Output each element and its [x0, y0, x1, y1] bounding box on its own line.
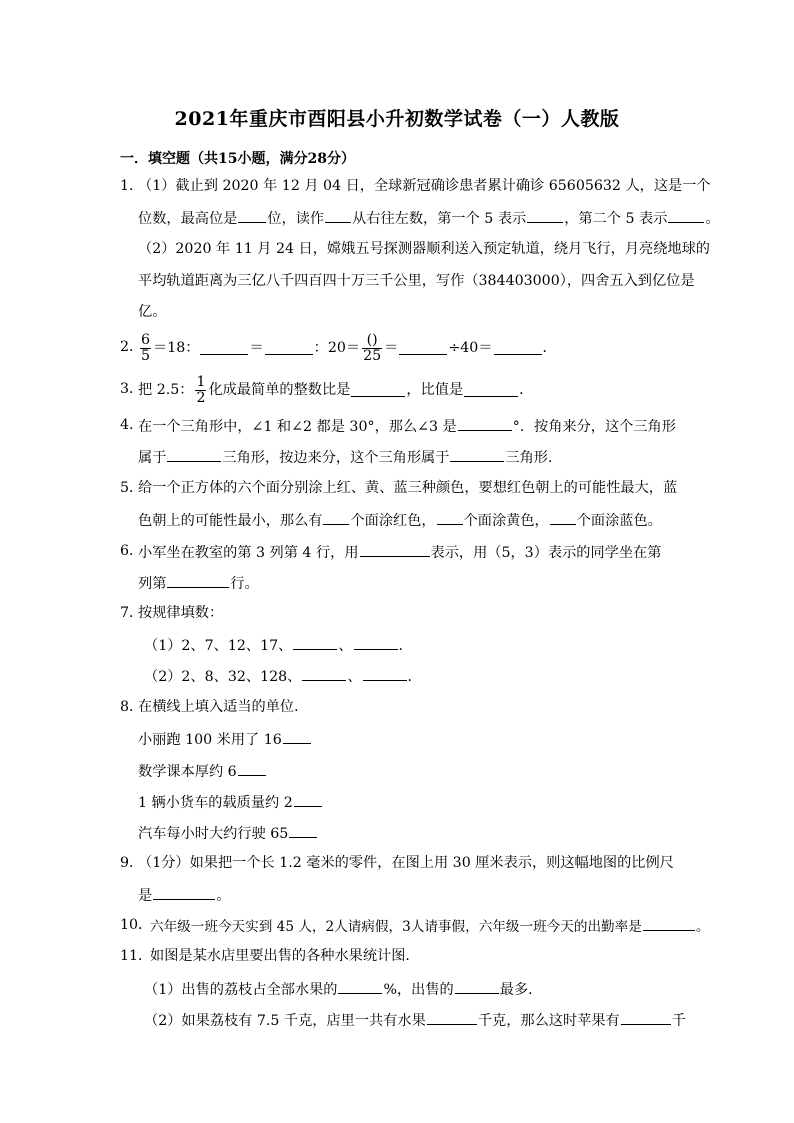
answer-blank[interactable] — [458, 418, 512, 431]
answer-blank[interactable] — [238, 210, 266, 223]
q8-text: 1 辆小货车的载质量约 2 — [138, 795, 293, 811]
question-number: 2． — [120, 339, 144, 355]
q4-text: 属于 — [138, 450, 167, 466]
answer-blank[interactable] — [550, 512, 576, 525]
answer-blank[interactable] — [351, 384, 405, 397]
q4-text: 在一个三角形中，∠1 和∠2 都是 30°，那么∠3 是 — [138, 419, 457, 435]
q4-line-1 — [138, 418, 676, 434]
answer-blank[interactable] — [437, 512, 463, 525]
q11-text: （2）如果荔枝有 7.5 千克，店里一共有水果 — [144, 1013, 426, 1029]
answer-blank[interactable] — [283, 731, 311, 744]
q7-line-3 — [144, 668, 422, 684]
q11-line-3 — [144, 1012, 686, 1028]
q4-text: 三角形，按边来分，这个三角形属于 — [222, 450, 450, 466]
q11-line-2 — [144, 981, 542, 997]
q9-line-2 — [138, 887, 230, 903]
question-number: 10． — [120, 917, 153, 933]
q9-line-1: （1分）如果把一个长 1.2 毫米的零件，在图上用 30 厘米表示，则这幅地图的比例尺 — [138, 855, 674, 871]
q2-text: ÷40＝ — [448, 339, 493, 356]
q7-text: 、 — [338, 638, 353, 654]
answer-blank[interactable] — [643, 918, 695, 931]
answer-blank[interactable] — [621, 1012, 671, 1025]
q5-text: 色朝上的可能性最小，那么有 — [138, 513, 323, 529]
answer-blank[interactable] — [354, 637, 398, 650]
answer-blank[interactable] — [289, 825, 317, 838]
answer-blank[interactable] — [200, 342, 248, 355]
q1-text: ，第二个 5 表示 — [564, 211, 668, 227]
q7-text: （1）2、7、12、17、 — [144, 638, 293, 654]
question-number: 8． — [120, 699, 144, 715]
q3-text: 把 2.5： — [138, 381, 194, 398]
q7-line-2 — [144, 637, 413, 653]
answer-blank[interactable] — [455, 981, 499, 994]
answer-blank[interactable] — [238, 763, 266, 776]
answer-blank[interactable] — [363, 668, 407, 681]
q8-item-3 — [138, 794, 323, 810]
fraction: $\frac{()}{25}$ — [363, 332, 382, 364]
q3-text: ，比值是 — [406, 381, 464, 398]
q11-text: 千 — [671, 1013, 686, 1029]
q8-text: 小丽跑 100 米用了 16 — [138, 732, 282, 748]
q1-line-5: 亿。 — [138, 304, 167, 320]
q1-text: 位，读作 — [267, 211, 325, 227]
answer-blank[interactable] — [294, 794, 322, 807]
q8-text: 数学课本厚约 6 — [138, 764, 237, 780]
q7-text: （2）2、8、32、128、 — [144, 669, 302, 685]
q11-line-1: 如图是某水店里要出售的各种水果统计图． — [150, 948, 420, 964]
question-number: 6． — [120, 543, 144, 559]
q8-item-1 — [138, 731, 312, 747]
q1-line-1: （1）截止到 2020 年 12 月 04 日，全球新冠确诊患者累计确诊 65605632 人，这是一个 — [138, 178, 711, 194]
question-number: 4． — [120, 417, 144, 433]
q10-line — [150, 918, 709, 935]
q3-line — [138, 372, 533, 408]
q6-line-2 — [138, 575, 259, 591]
q8-item-4 — [138, 825, 318, 841]
q4-text: °．按角来分，这个三角形 — [512, 419, 676, 435]
fraction: $\frac{6}{5}$ — [141, 332, 151, 364]
q9-text: 是 — [138, 888, 153, 904]
q2-text: ＝18： — [153, 339, 200, 356]
answer-blank[interactable] — [167, 575, 229, 588]
question-number: 1． — [120, 178, 144, 194]
answer-blank[interactable] — [450, 449, 504, 462]
q1-text: 。 — [705, 211, 720, 227]
answer-blank[interactable] — [323, 512, 349, 525]
q10-text: 。 — [695, 919, 710, 935]
q2-text: ＝ — [249, 339, 264, 356]
q5-text: 个面涂红色， — [350, 513, 436, 529]
q1-line-2 — [138, 210, 720, 226]
answer-blank[interactable] — [464, 384, 518, 397]
answer-blank[interactable] — [399, 342, 447, 355]
q8-text: 汽车每小时大约行驶 65 — [138, 826, 289, 842]
q7-text: 、 — [347, 669, 362, 685]
q4-line-2 — [138, 449, 562, 465]
q5-text: 个面涂黄色， — [463, 513, 549, 529]
q11-text: 千克，那么这时苹果有 — [477, 1013, 620, 1029]
fraction: $\frac{1}{2}$ — [196, 374, 206, 406]
q6-line-1 — [138, 544, 661, 560]
q5-line-1: 给一个正方体的六个面分别涂上红、黄、蓝三种颜色，要想红色朝上的可能性最大，蓝 — [138, 480, 678, 496]
question-number: 11． — [120, 948, 153, 964]
answer-blank[interactable] — [265, 342, 313, 355]
q7-text: ． — [407, 669, 422, 685]
q2-text: ：20＝ — [313, 339, 361, 356]
q9-text: 。 — [216, 888, 231, 904]
answer-blank[interactable] — [360, 544, 430, 557]
q1-text: 位数，最高位是 — [138, 211, 238, 227]
answer-blank[interactable] — [527, 210, 563, 223]
q7-text: ． — [398, 638, 413, 654]
q11-text: （1）出售的荔枝占全部水果的 — [144, 982, 338, 998]
q4-text: 三角形． — [505, 450, 563, 466]
q6-text: 行。 — [230, 576, 259, 592]
q1-line-4: 平均轨道距离为三亿八千四百四十万三千公里，写作（384403000），四舍五入到亿位是 — [138, 273, 695, 289]
answer-blank[interactable] — [494, 342, 542, 355]
q6-text: 列第 — [138, 576, 167, 592]
q3-text: ． — [519, 381, 534, 398]
answer-blank[interactable] — [167, 449, 221, 462]
question-number: 3． — [120, 381, 144, 397]
answer-blank[interactable] — [427, 1012, 477, 1025]
q8-line-1: 在横线上填入适当的单位． — [138, 699, 309, 715]
q1-text: 从右往左数，第一个 5 表示 — [352, 211, 527, 227]
q5-text: 个面涂蓝色。 — [576, 513, 662, 529]
q5-line-2 — [138, 512, 662, 528]
answer-blank[interactable] — [153, 887, 215, 900]
q8-item-2 — [138, 763, 267, 779]
question-number: 9． — [120, 855, 144, 871]
q2-text: ． — [542, 339, 557, 356]
question-number: 5． — [120, 480, 144, 496]
q11-text: %，出售的 — [383, 982, 454, 998]
q2-line — [138, 330, 557, 366]
answer-blank[interactable] — [325, 210, 351, 223]
answer-blank[interactable] — [338, 981, 382, 994]
answer-blank[interactable] — [302, 668, 346, 681]
q1-line-3: （2）2020 年 11 月 24 日，嫦娥五号探测器顺利送入预定轨道，绕月飞行，月亮绕地球的 — [138, 241, 710, 257]
q10-text: 六年级一班今天实到 45 人，2人请病假，3人请事假，六年级一班今天的出勤率是 — [150, 919, 642, 935]
question-number: 7． — [120, 605, 144, 621]
q7-line-1: 按规律填数： — [138, 605, 224, 621]
answer-blank[interactable] — [668, 210, 704, 223]
answer-blank[interactable] — [293, 637, 337, 650]
page-title: 2021年重庆市酉阳县小升初数学试卷（一）人教版 — [174, 108, 620, 130]
q6-text: 小军坐在教室的第 3 列第 4 行，用 — [138, 545, 359, 561]
q2-text: ＝ — [384, 339, 399, 356]
q6-text: 表示，用（5，3）表示的同学坐在第 — [430, 545, 662, 561]
section-heading: 一．填空题（共15小题，满分28分） — [120, 151, 355, 167]
q3-text: 化成最简单的整数比是 — [208, 381, 351, 398]
q11-text: 最多． — [499, 982, 543, 998]
